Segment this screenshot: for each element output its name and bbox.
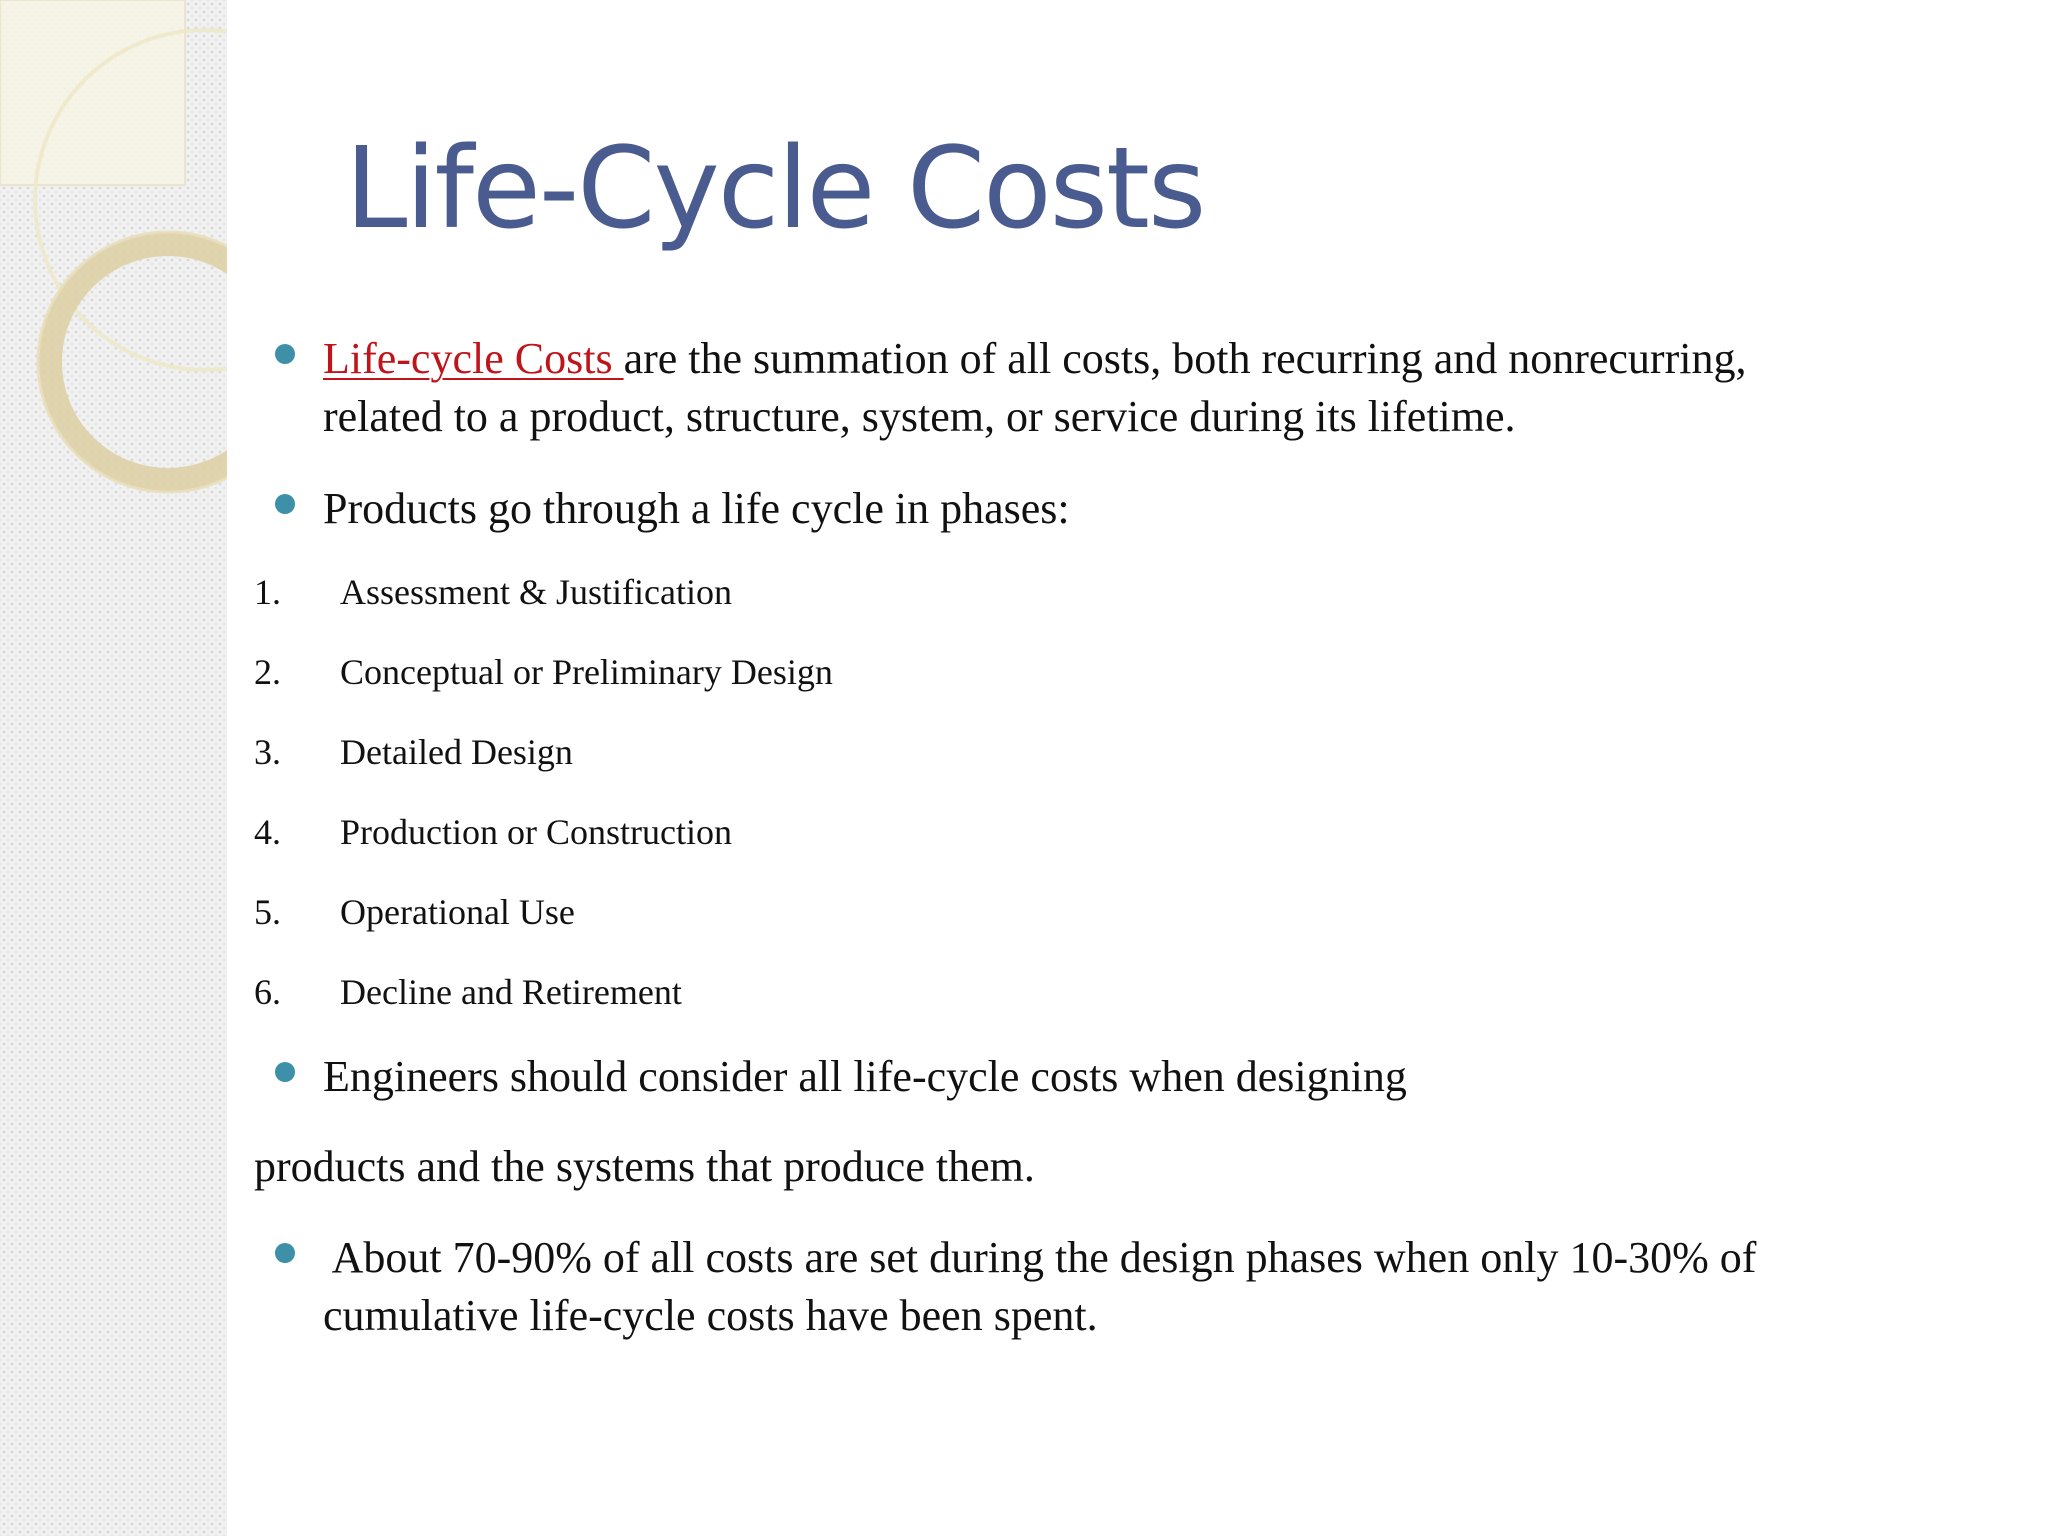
- list-number: 4.: [254, 812, 281, 852]
- life-cycle-costs-link[interactable]: Life-cycle Costs: [323, 334, 624, 383]
- bullet-1-line-2: related to a product, structure, system, or service during its lifetime.: [323, 392, 1516, 441]
- bullet-dot: [275, 344, 295, 364]
- bullet-dot: [275, 1243, 295, 1263]
- bullet-3-line-1: Engineers should consider all life-cycle costs when designing: [323, 1052, 1407, 1101]
- list-number: 6.: [254, 972, 281, 1012]
- bullet-3-line-2: products and the systems that produce them.: [254, 1142, 1035, 1191]
- list-number: 3.: [254, 732, 281, 772]
- bullet-dot: [275, 1062, 295, 1082]
- list-item-text: Conceptual or Preliminary Design: [340, 652, 833, 692]
- bullet-4-line-1: About 70-90% of all costs are set during the design phases when only 10-30% of: [323, 1233, 1757, 1282]
- bullet-4-line-2: cumulative life-cycle costs have been spent.: [323, 1291, 1098, 1340]
- decorative-rings-graphic: [0, 0, 227, 560]
- bullet-2-text: Products go through a life cycle in phases:: [323, 484, 1070, 533]
- slide-title: Life-Cycle Costs: [345, 124, 1205, 254]
- list-item-text: Detailed Design: [340, 732, 573, 772]
- list-item-text: Operational Use: [340, 892, 575, 932]
- list-item-text: Assessment & Justification: [340, 572, 732, 612]
- list-number: 5.: [254, 892, 281, 932]
- list-number: 2.: [254, 652, 281, 692]
- bullet-1-line-1-rest: are the summation of all costs, both recurring and nonrecurring,: [623, 334, 1747, 383]
- bullet-1-line-1: [323, 330, 1746, 388]
- list-number: 1.: [254, 572, 281, 612]
- list-item-text: Production or Construction: [340, 812, 732, 852]
- list-item-text: Decline and Retirement: [340, 972, 682, 1012]
- bullet-dot: [275, 494, 295, 514]
